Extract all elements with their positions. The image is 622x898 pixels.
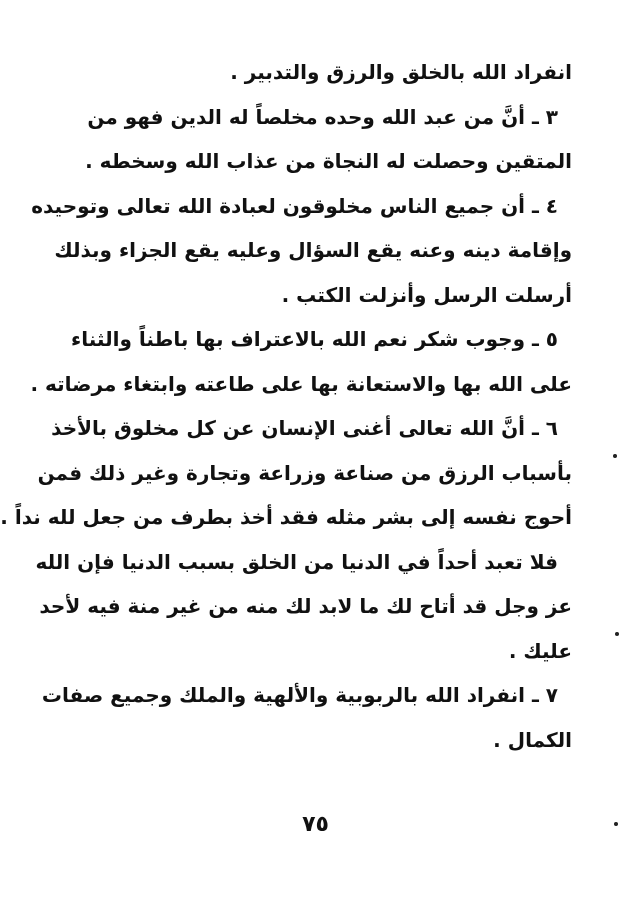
text-line: عليك . <box>508 638 572 663</box>
margin-speck <box>613 454 617 458</box>
text-line: بأسباب الرزق من صناعة وزراعة وتجارة وغير ذلك فمن <box>37 460 572 485</box>
text-line: أرسلت الرسل وأنزلت الكتب . <box>281 282 572 307</box>
text-line: انفراد الله بالخلق والرزق والتدبير . <box>230 60 572 84</box>
margin-speck <box>615 632 619 636</box>
text-line: وإقامة دينه وعنه يقع السؤال وعليه يقع الجزاء وبذلك <box>54 238 572 262</box>
text-line: ٦ ـ أنَّ الله تعالى أغنى الإنسان عن كل مخلوق بالأخذ <box>51 416 558 440</box>
text-line: فلا تعبد أحداً في الدنيا من الخلق بسبب الدنيا فإن الله <box>35 549 558 574</box>
text-line: ٣ ـ أنَّ من عبد الله وحده مخلصاً له الدين فهو من <box>87 104 558 129</box>
text-line: ٥ ـ وجوب شكر نعم الله بالاعتراف بها باطناً والثناء <box>71 327 558 351</box>
text-line: الكمال . <box>493 727 572 752</box>
page-number: ٧٥ <box>302 812 329 837</box>
text-line: عز وجل قد أتاح لك ما لابد لك منه من غير منة فيه لأحد <box>39 594 572 618</box>
text-line: المتقين وحصلت له النجاة من عذاب الله وسخطه . <box>85 149 572 173</box>
margin-speck <box>614 822 618 826</box>
text-line: أحوج نفسه إلى بشر مثله فقد أخذ بطرف من جعل لله نداً . <box>0 505 572 529</box>
page-body-text <box>0 50 572 762</box>
text-line: ٧ ـ انفراد الله بالربوبية والألهية والملك وجميع صفات <box>41 683 558 707</box>
text-line: ٤ ـ أن جميع الناس مخلوقون لعبادة الله تعالى وتوحيده <box>31 193 558 218</box>
text-line: على الله بها والاستعانة بها على طاعته وابتغاء مرضاته . <box>30 371 572 396</box>
